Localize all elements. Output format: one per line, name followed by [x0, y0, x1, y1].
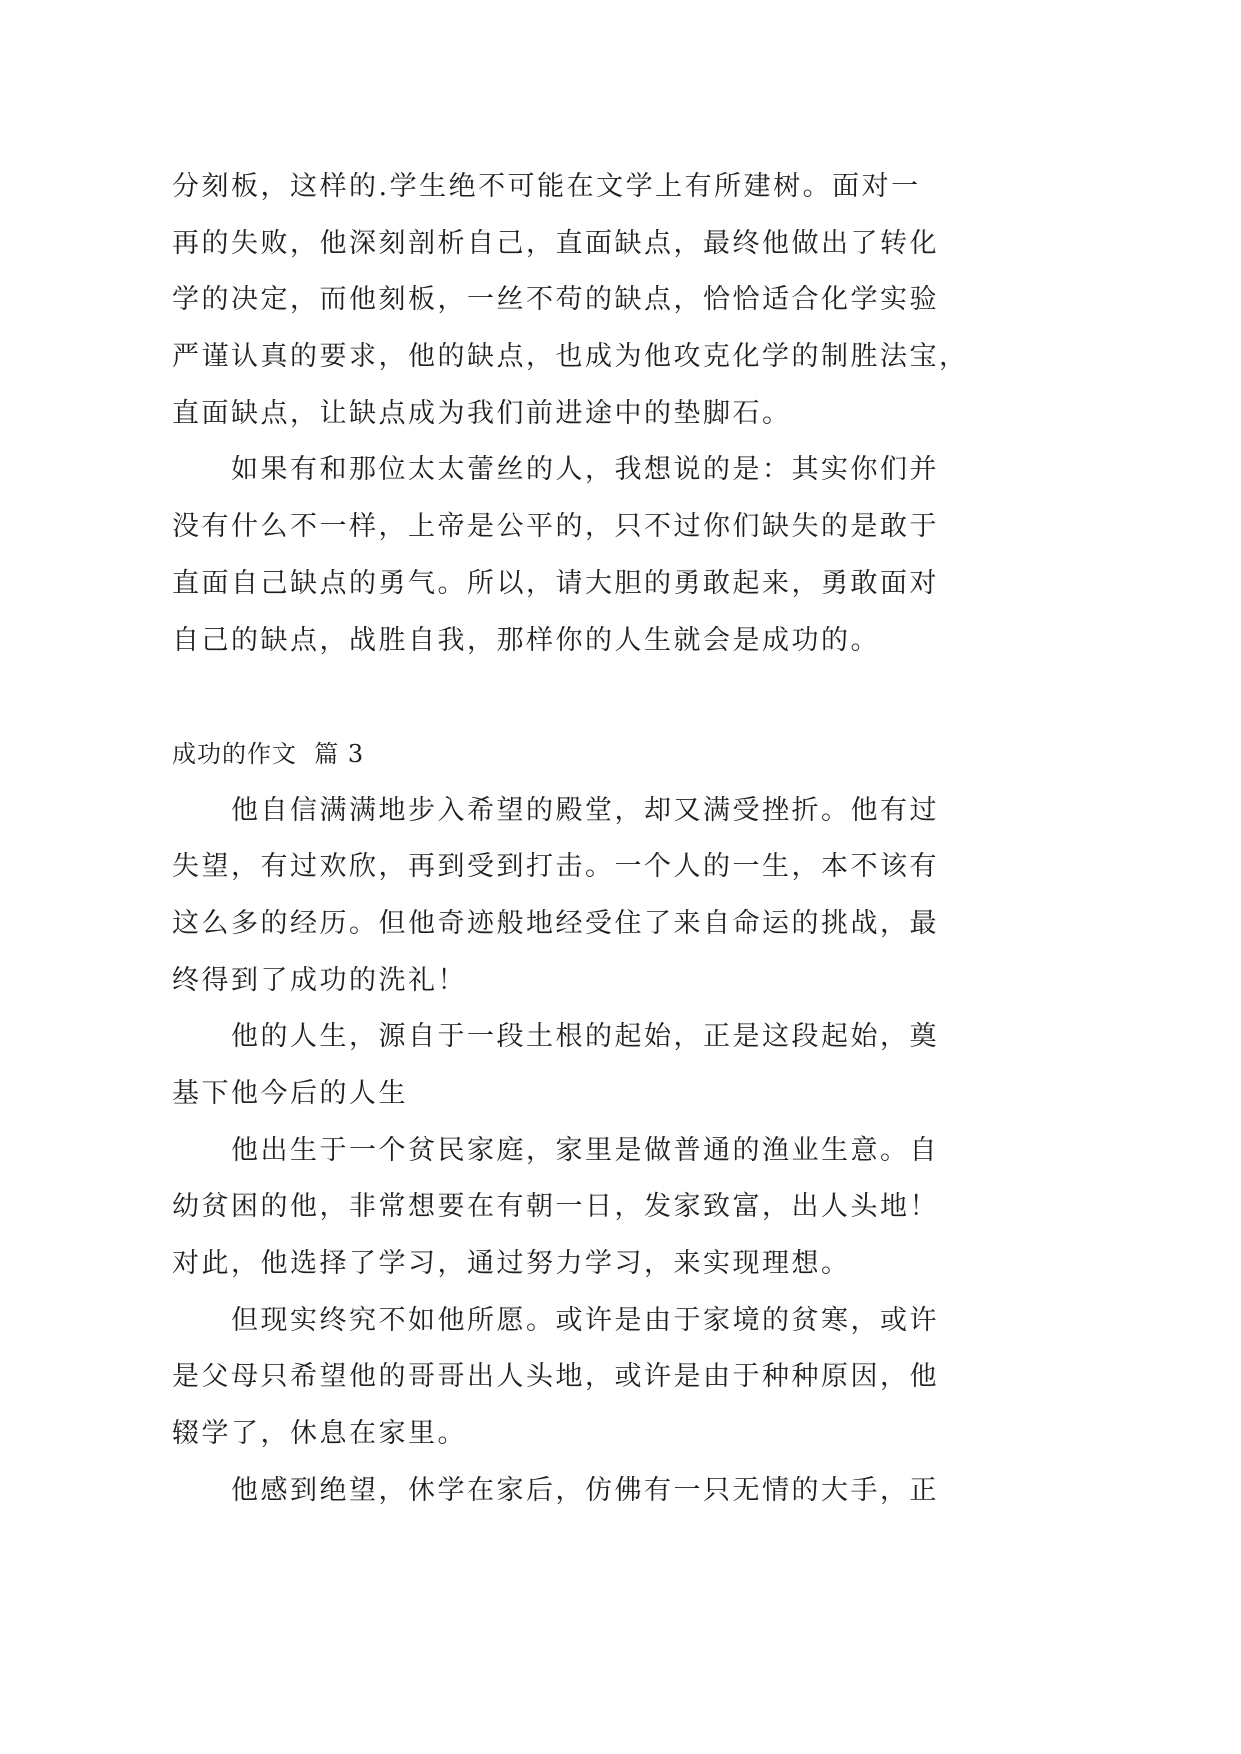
text-line: 这么多的经历。但他奇迹般地经受住了来自命运的挑战，最	[172, 907, 939, 939]
paragraph	[172, 1293, 1072, 1463]
text-line: 幼贫困的他，非常想要在有朝一日，发家致富，出人头地！	[172, 1191, 939, 1223]
section-heading: 成功的作文 篇 3	[172, 739, 365, 768]
text-line: 如果有和那位太太蕾丝的人，我想说的是：其实你们并	[231, 454, 939, 486]
text-line: 自己的缺点，战胜自我，那样你的人生就会是成功的。	[172, 624, 880, 656]
text-line: 失望，有过欢欣，再到受到打击。一个人的一生，本不该有	[172, 851, 939, 883]
text-line: 他的人生，源自于一段土根的起始，正是这段起始，奠	[231, 1021, 939, 1053]
text-line: 没有什么不一样，上帝是公平的，只不过你们缺失的是敢于	[172, 511, 939, 543]
paragraph	[172, 783, 1072, 1010]
text-line: 但现实终究不如他所愿。或许是由于家境的贫寒，或许	[231, 1304, 939, 1336]
text-line: 他自信满满地步入希望的殿堂，却又满受挫折。他有过	[231, 794, 939, 826]
text-line: 直面缺点，让缺点成为我们前进途中的垫脚石。	[172, 397, 792, 429]
section-essay-3	[172, 726, 1072, 1520]
paragraph	[172, 442, 1072, 669]
text-line: 终得到了成功的洗礼！	[172, 964, 467, 996]
text-line: 分刻板，这样的.学生绝不可能在文学上有所建树。面对一	[172, 171, 921, 202]
paragraph	[172, 1009, 1072, 1122]
paragraph	[172, 159, 1072, 442]
section-continued	[172, 159, 1072, 669]
text-line: 再的失败，他深刻剖析自己，直面缺点，最终他做出了转化	[172, 227, 939, 259]
text-line: 基下他今后的人生	[172, 1078, 408, 1109]
text-line: 对此，他选择了学习，通过努力学习，来实现理想。	[172, 1248, 851, 1280]
document-page	[172, 159, 1072, 1520]
paragraph	[172, 1463, 1072, 1520]
paragraph	[172, 1123, 1072, 1293]
text-line: 是父母只希望他的哥哥出人头地，或许是由于种种原因，他	[172, 1361, 939, 1393]
text-line: 辍学了，休息在家里。	[172, 1418, 467, 1450]
text-line: 他出生于一个贫民家庭，家里是做普通的渔业生意。自	[231, 1134, 939, 1166]
text-line: 他感到绝望，休学在家后，仿佛有一只无情的大手，正	[231, 1474, 939, 1506]
text-line: 直面自己缺点的勇气。所以，请大胆的勇敢起来，勇敢面对	[172, 567, 939, 599]
text-line: 严谨认真的要求，他的缺点，也成为他攻克化学的制胜法宝，	[172, 341, 969, 373]
text-line: 学的决定，而他刻板，一丝不苟的缺点，恰恰适合化学实验	[172, 284, 939, 316]
